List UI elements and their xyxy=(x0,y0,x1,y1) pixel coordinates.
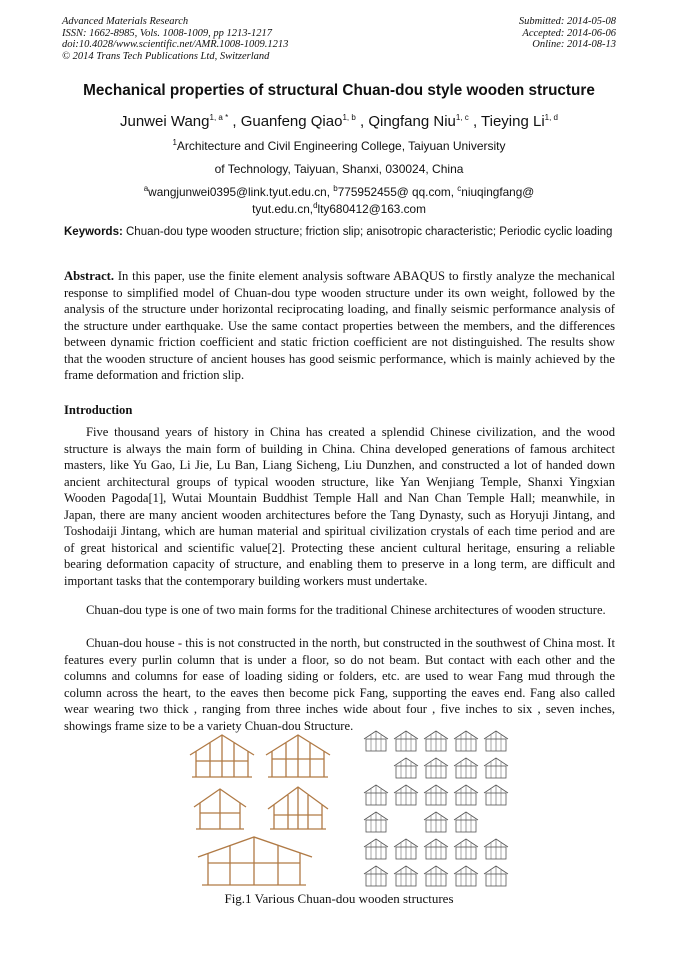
email-link[interactable]: 775952455@ qq.com, xyxy=(337,184,458,199)
author-sup: 1, a * xyxy=(209,113,229,122)
abstract-text: In this paper, use the finite element analysis software ABAQUS to firstly analyze the mechanical response to simplified model of Chuan-dou type wooden structure under its own weight, followed by the analysis of the structure under horizontal reciprocating loading, and finally seismic performance analysis of the structure under earthquake. Use the same contact properties between the members, and the differences between dynamic friction coefficient and static friction coefficient are not distinguished. The results show that the wooden structure of ancient houses has good seismic performance, which is mainly achieved by the frame deformation and friction slip. xyxy=(64,269,615,382)
author-name: Junwei Wang xyxy=(120,113,210,130)
frame-rendering xyxy=(268,787,328,829)
figure-caption: Fig.1 Various Chuan-dou wooden structures xyxy=(224,891,454,906)
author-sup: 1, b xyxy=(342,113,356,122)
author-sup: 1, d xyxy=(544,113,558,122)
frame-rendering xyxy=(190,735,254,777)
frame-diagram-row xyxy=(364,785,508,805)
frame-diagram-row xyxy=(364,812,478,832)
wooden-frame-renderings xyxy=(184,729,336,889)
frame-diagram-row xyxy=(364,731,508,751)
affiliation-line-2: of Technology, Taiyuan, Shanxi, 030024, China xyxy=(214,162,464,176)
journal-info xyxy=(62,16,288,62)
intro-paragraph-2: Chuan-dou type is one of two main forms for the traditional Chinese architectures of wooden structure. xyxy=(86,603,606,617)
author-name: Tieying Li xyxy=(481,113,545,130)
email-link[interactable]: niuqingfang@ tyut.edu.cn, xyxy=(252,184,535,217)
paper-title: Mechanical properties of structural Chuan-dou style wooden structure xyxy=(83,82,595,99)
author-name: Qingfang Niu xyxy=(368,113,456,130)
issn-line: ISSN: 1662-8985, Vols. 1008-1009, pp 1213-1217 xyxy=(62,27,272,39)
submission-dates xyxy=(519,16,616,51)
email-link[interactable]: wangjunwei0395@link.tyut.edu.cn, xyxy=(148,184,334,199)
affiliation-line-1: $^1$Architecture and Civil Engineering College, Taiyuan University xyxy=(172,138,506,153)
frame-diagram-row xyxy=(364,866,508,886)
intro-paragraph-3: Chuan-dou house - this is not constructed in the north, but constructed in the southwest of China most. It features every purlin column that is under a floor, so do not beam. But contact with each other and the columns and columns for ease of loading siding or folders, etc. are used to wear Fang mud through the column across the heart, to the eaves then become pick Fang, supporting the eaves end. Fang also called wear wearing two thick , ranging from three inches wide about four , five inches to six , seven inches, showings frame size to be a variety Chuan-dou Structure. xyxy=(64,636,615,733)
email-link[interactable]: lty680412@163.com xyxy=(317,202,426,217)
author-list: Junwei Wang$^{1, a *}$ , Guanfeng Qiao$^{1, b}$ , Qingfang Niu$^{1, c}$ , Tieying Li$^{1, d}$ xyxy=(120,113,558,130)
affiliation-sup: 1 xyxy=(172,138,177,147)
frame-diagram-row xyxy=(364,839,508,859)
journal-name: Advanced Materials Research xyxy=(62,16,189,27)
chuan-dou-frame-diagrams xyxy=(360,729,522,894)
intro-paragraph-1: Five thousand years of history in China has created a splendid Chinese civilization, and the wood structure is always the main form of building in China. China developed generations of famous architect masters, like Yu Gao, Li Jie, Lu Ban, Liang Sicheng, Liu Dunzhen, and constructed a lot of handed down ancient architectural groups of typical wooden structure, like Yan Wenjiang Temple, Shanxi Yingxian Wooden Pagoda[1], Wutai Mountain Buddhist Temple Hall and Nan Chan Temple Hall; meanwhile, in Japan, there are many ancient wooden architectures before the Tang Dynasty, such as Horyuji Jintang, and Toshodaiji Jintang, which are human material and spiritual civilization crystals of each time period and are of great historical and scientific value[2]. Protecting these ancient cultural heritage, ensuring a reliable bearing deformation capacity of structure, and enabling them to preserve in a long term, are difficult and important tasks that the contemporary building workers must undertake. xyxy=(64,425,615,588)
frame-rendering xyxy=(194,789,246,829)
author-name: Guanfeng Qiao xyxy=(240,113,343,130)
keywords xyxy=(64,225,615,240)
online-date: Online: 2014-08-13 xyxy=(532,39,616,50)
accepted-date: Accepted: 2014-06-06 xyxy=(522,27,616,39)
keywords-label: Keywords: xyxy=(64,226,123,238)
abstract-label: Abstract. xyxy=(64,269,115,283)
keywords-text: Chuan-dou type wooden structure; friction slip; anisotropic characteristic; Periodic cyclic loading xyxy=(126,226,613,238)
author-sup: 1, c xyxy=(455,113,469,122)
submitted-date: Submitted: 2014-05-08 xyxy=(518,16,616,27)
copyright-line: © 2014 Trans Tech Publications Ltd, Switzerland xyxy=(62,50,270,62)
abstract xyxy=(64,268,615,384)
section-heading-introduction: Introduction xyxy=(64,403,133,417)
author-emails: $^a$wangjunwei0395@link.tyut.edu.cn, $^b$775952455@ qq.com, $^c$niuqingfang@ tyut.edu.cn,$^d$lty680412@163.com xyxy=(143,184,535,217)
frame-diagram-row xyxy=(394,758,508,778)
frame-rendering xyxy=(198,837,312,885)
doi-line: doi:10.4028/www.scientific.net/AMR.1008-1009.1213 xyxy=(62,39,289,50)
frame-rendering xyxy=(266,735,330,777)
